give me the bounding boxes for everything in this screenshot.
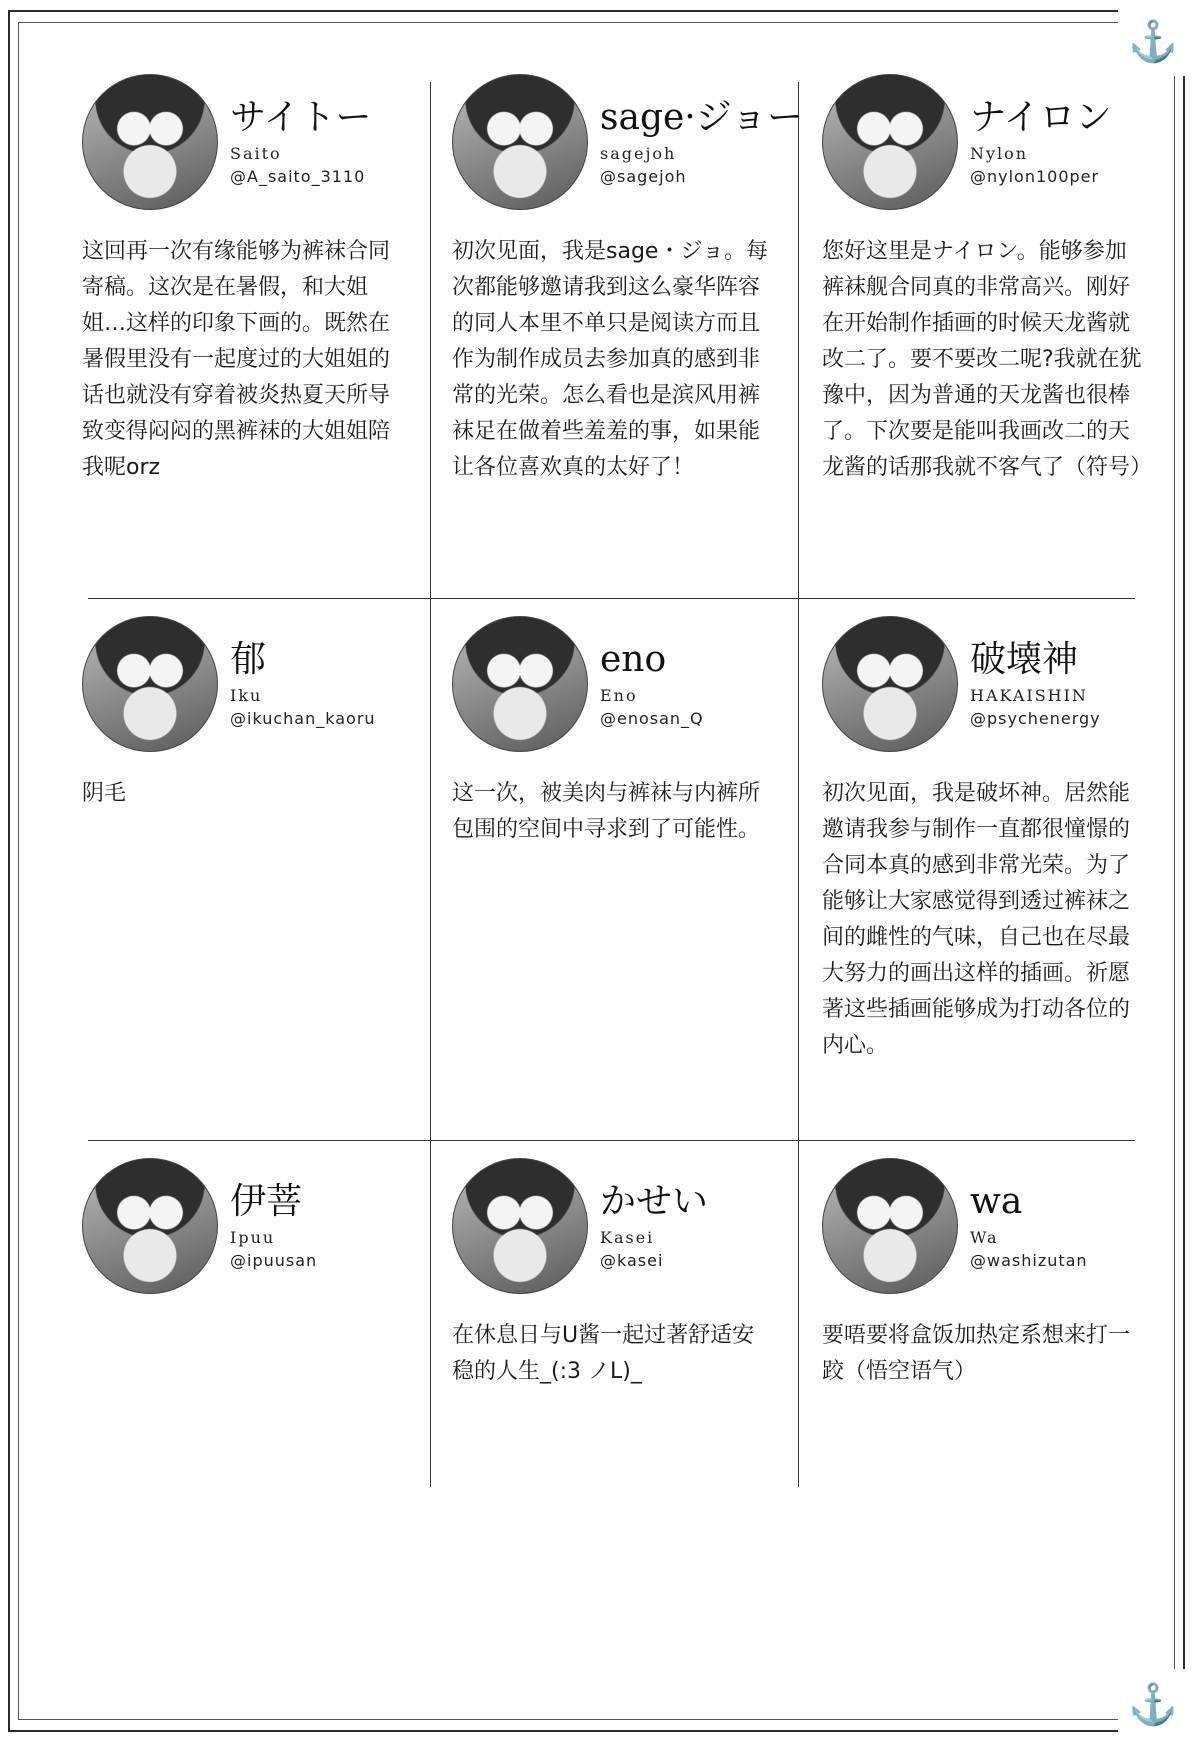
artist-romaji: Nylon <box>970 144 1029 163</box>
artist-card-hakaishin <box>822 614 1152 1064</box>
artist-avatar <box>452 616 588 752</box>
artist-comment: 这回再一次有缘能够为裤袜合同寄稿。这次是在暑假，和大姐姐…这样的印象下画的。既然在暑假里没有一起度过的大姐姐的话也就没有穿着被炎热夏天所导致变得闷闷的黑裤袜的大姐姐陪我呢orz <box>82 239 391 480</box>
grid-divider <box>430 82 431 1487</box>
anchor-ornament-icon: ⚓ <box>1118 6 1188 76</box>
artist-avatar <box>822 616 958 752</box>
artist-comment: 要唔要将盒饭加热定系想来打一跤（悟空语气） <box>822 1323 1131 1384</box>
artist-avatar <box>82 74 218 210</box>
artist-romaji: sagejoh <box>600 144 677 163</box>
artist-card-nylon <box>822 72 1152 486</box>
grid-divider <box>798 82 799 1487</box>
artist-handle: @psychenergy <box>970 709 1101 728</box>
artist-romaji: Iku <box>230 686 263 705</box>
artist-handle: @kasei <box>600 1251 664 1270</box>
artist-card-eno <box>452 614 782 848</box>
artist-handle: @A_saito_3110 <box>230 167 366 186</box>
artist-comment: 初次见面，我是破坏神。居然能邀请我参与制作一直都很憧憬的合同本真的感到非常光荣。为了能够让大家感觉得到透过裤袜之间的雌性的气味，自己也在尽最大努力的画出这样的插画。祈愿著这些插画能够成为打动各位的内心。 <box>822 781 1131 1058</box>
grid-divider <box>88 1140 1135 1141</box>
artist-handle: @sagejoh <box>600 167 687 186</box>
artist-avatar <box>82 1158 218 1294</box>
artist-handle: @ikuchan_kaoru <box>230 709 376 728</box>
artist-avatar <box>822 74 958 210</box>
artist-card-saito <box>82 72 412 486</box>
artist-name: ナイロン <box>970 97 1112 138</box>
artist-romaji: Kasei <box>600 1228 655 1247</box>
artist-comment: 这一次，被美肉与裤袜与内裤所包围的空间中寻求到了可能性。 <box>452 781 761 842</box>
artist-handle: @ipuusan <box>230 1251 318 1270</box>
artist-romaji: Saito <box>230 144 282 163</box>
artist-card-sagejoh <box>452 72 804 486</box>
artist-name: sage·ジョー <box>600 97 804 138</box>
artist-avatar <box>82 616 218 752</box>
artist-name: 破壊神 <box>970 639 1079 680</box>
artist-romaji: HAKAISHIN <box>970 686 1088 705</box>
artist-handle: @washizutan <box>970 1251 1088 1270</box>
artist-avatar <box>452 74 588 210</box>
artist-name: かせい <box>600 1181 709 1222</box>
artist-card-iku <box>82 614 412 812</box>
artist-comment: 您好这里是ナイロン。能够参加裤袜舰合同真的非常高兴。刚好在开始制作插画的时候天龙酱就改二了。要不要改二呢?我就在犹豫中，因为普通的天龙酱也很棒了。下次要是能叫我画改二的天龙酱的话那我就不客气了（符号） <box>822 239 1153 480</box>
artist-avatar <box>822 1158 958 1294</box>
artist-romaji: Wa <box>970 1228 999 1247</box>
artist-handle: @enosan_Q <box>600 709 704 728</box>
artist-card-kasei <box>452 1156 782 1390</box>
artist-comment: 阴毛 <box>82 781 127 806</box>
grid-divider <box>88 598 1135 599</box>
artist-name: サイトー <box>230 97 372 138</box>
artist-name: 郁 <box>230 639 267 680</box>
artist-card-ipuu <box>82 1156 412 1318</box>
artist-comment: 在休息日与U酱一起过著舒适安稳的人生_(:3 ノL)_ <box>452 1323 755 1384</box>
artist-avatar <box>452 1158 588 1294</box>
anchor-ornament-icon: ⚓ <box>1118 1669 1188 1739</box>
artist-name: wa <box>970 1181 1023 1222</box>
artist-card-wa <box>822 1156 1152 1390</box>
artist-comment: 初次见面，我是sage・ジョ。每次都能够邀请我到这么豪华阵容的同人本里不单只是阅读方而且作为制作成员去参加真的感到非常的光荣。怎么看也是滨风用裤袜足在做着些羞羞的事，如果能让各位喜欢真的太好了！ <box>452 239 769 480</box>
artist-handle: @nylon100per <box>970 167 1100 186</box>
artist-name: 伊菩 <box>230 1181 303 1222</box>
artist-name: eno <box>600 639 667 680</box>
artist-romaji: Ipuu <box>230 1228 276 1247</box>
artist-romaji: Eno <box>600 686 638 705</box>
